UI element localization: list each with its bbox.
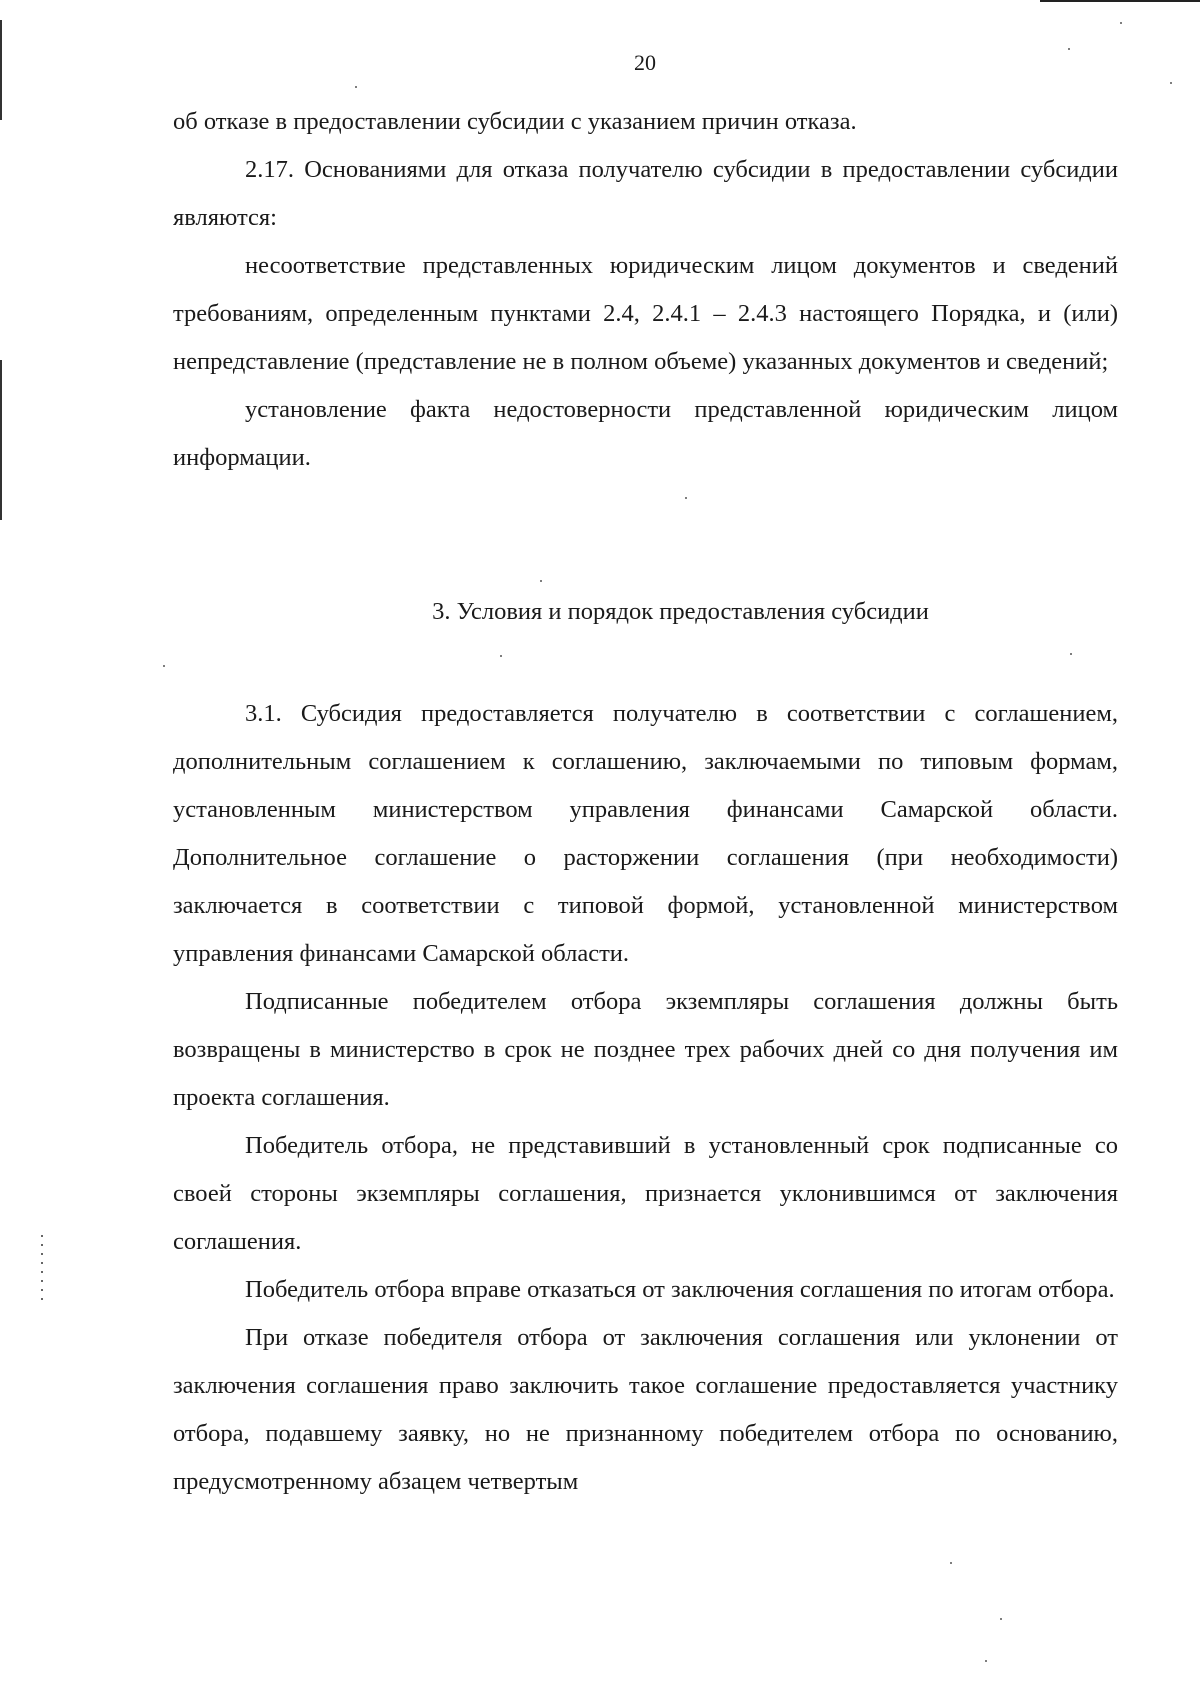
paragraph: установление факта недостоверности представленной юридическим лицом информации.	[173, 396, 1118, 471]
section-heading: 3. Условия и порядок предоставления субсидии	[432, 598, 929, 625]
scan-speck	[1070, 653, 1072, 655]
scan-speck	[540, 580, 542, 582]
scan-speck	[950, 1562, 952, 1564]
paragraph: об отказе в предоставлении субсидии с указанием причин отказа.	[173, 108, 857, 135]
bottom-text-block	[173, 690, 1118, 1506]
scan-speck	[985, 1660, 987, 1662]
scan-speck	[500, 655, 502, 657]
scan-speck	[163, 665, 165, 667]
scan-speckle	[41, 1235, 43, 1300]
paragraph-section-2-17: 2.17. Основаниями для отказа получателю субсидии в предоставлении субсидии являются:	[173, 156, 1118, 231]
paragraph: Победитель отбора, не представивший в установленный срок подписанные со своей стороны экземпляры соглашения, признается уклонившимся от заключения соглашения.	[173, 1132, 1118, 1255]
paragraph: При отказе победителя отбора от заключения соглашения или уклонении от заключения соглашения право заключить такое соглашение предоставляется участнику отбора, подавшему заявку, но не признанному победителем отбора по основанию, предусмотренному абзацем четвертым	[173, 1324, 1118, 1495]
top-text-block	[173, 98, 1118, 482]
paragraph-section-3-1: 3.1. Субсидия предоставляется получателю в соответствии с соглашением, дополнительным соглашением к соглашению, заключаемыми по типовым формам, установленным министерством управления финансами Самарской области. Дополнительное соглашение о расторжении соглашения (при необходимости) заключается в соответствии с типовой формой, установленной министерством управления финансами Самарской области.	[173, 700, 1118, 967]
scan-speck	[355, 86, 357, 88]
scan-speck	[1170, 82, 1172, 84]
paragraph: Подписанные победителем отбора экземпляры соглашения должны быть возвращены в министерство в срок не позднее трех рабочих дней со дня получения им проекта соглашения.	[173, 988, 1118, 1111]
scan-speck	[1120, 22, 1122, 24]
page-number: 20	[634, 50, 656, 75]
paragraph: Победитель отбора вправе отказаться от заключения соглашения по итогам отбора.	[245, 1276, 1115, 1303]
scan-margin-line	[0, 360, 2, 520]
paragraph: несоответствие представленных юридическим лицом документов и сведений требованиям, определенным пунктами 2.4, 2.4.1 – 2.4.3 настоящего Порядка, и (или) непредставление (представление не в полном объеме) указанных документов и сведений;	[173, 252, 1118, 375]
scan-speck	[685, 497, 687, 499]
scan-speck	[1000, 1618, 1002, 1620]
scan-edge-line	[1040, 0, 1200, 2]
